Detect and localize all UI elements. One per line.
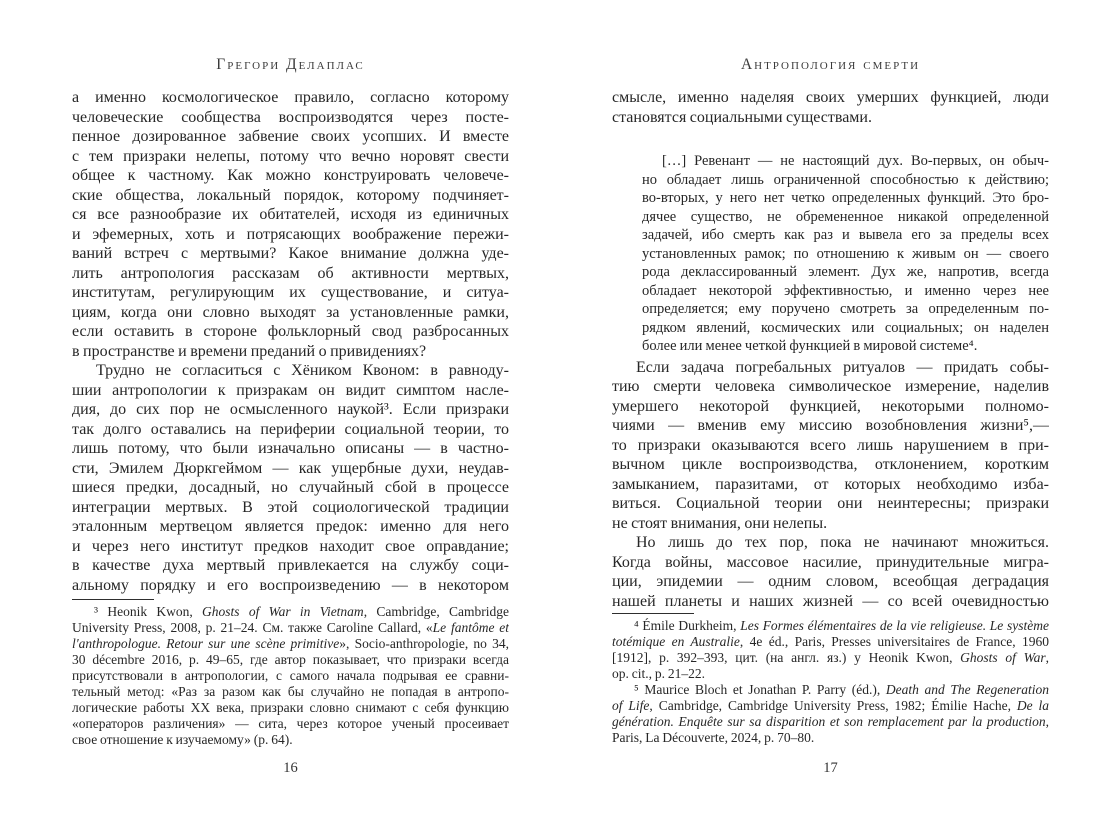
page-body-left xyxy=(72,88,509,595)
page-number-right: 17 xyxy=(823,760,838,776)
text-line: ³ Heonik Kwon, Ghosts of War in Vietnam, Cambridge, Cambridge xyxy=(94,604,509,619)
paragraph xyxy=(612,533,1049,611)
footnote-separator-right xyxy=(612,613,694,614)
text-line: нашей планеты и наших жизней — со всей очевидностью xyxy=(612,592,1049,610)
text-line: эталонным мертвецом является предок: именно для него xyxy=(72,518,509,535)
text-line: то призраки оказываются всего лишь нарушением в при- xyxy=(612,436,1049,454)
text-line: op. cit., p. 21–22. xyxy=(612,666,705,681)
text-line: умершего некоторой функцией, некоторыми полномо- xyxy=(612,397,1049,415)
running-header-right: Антропология смерти xyxy=(740,56,921,73)
page-16 xyxy=(72,0,509,825)
paragraph xyxy=(72,88,509,361)
text-line: виться. Социальной теории они неинтересны; призраки xyxy=(612,495,1049,512)
text-line: общее к частному. Как можно конструировать человече- xyxy=(72,167,509,184)
text-line: ские общества, локальный порядок, которому подчиняет- xyxy=(72,186,509,204)
text-line: ⁴ Émile Durkheim, Les Formes élémentaires de la vie religieuse. Le système xyxy=(634,618,1049,633)
text-line: смысле, именно наделяя своих умерших функцией, люди xyxy=(612,89,1049,106)
text-line: шиеся предки, досадный, но случайный сбой в процессе xyxy=(72,479,509,496)
text-line: в пространстве и времени преданий о привидениях? xyxy=(72,342,427,360)
text-line: более или менее четкой функцией в мировой системе⁴. xyxy=(642,338,978,354)
text-line: ⁵ Maurice Bloch et Jonathan P. Parry (éd.), Death and The Regeneration xyxy=(634,682,1049,697)
text-line: циям, когда они словно выходят за установленные рамки, xyxy=(72,303,509,321)
footnotes-left xyxy=(72,604,509,748)
text-line: если оставить в стороне фольклорный свод разбросанных xyxy=(72,323,509,340)
text-line: так долго оставались на периферии социальной теории, то xyxy=(72,420,509,438)
text-line: институтам, регулирующим их существование, и ситуа- xyxy=(72,284,509,301)
text-line: Когда войны, массовое насилие, принудительные мигра- xyxy=(612,553,1049,571)
footnote xyxy=(72,604,509,748)
text-line: а именно космологическое правило, согласно которому xyxy=(72,89,509,106)
text-line: шии антропологии к призракам он видит симптом насле- xyxy=(72,381,509,399)
text-line: с тем призраки нелепы, потому что вечно норовят свести xyxy=(72,147,509,165)
text-line: Но лишь до тех пор, пока не начинают множиться. xyxy=(636,534,1049,551)
text-line: лишь потому, что были изначально описаны — в частно- xyxy=(72,440,509,457)
text-line: пенное дозированное забвение своих усопших. И вместе xyxy=(72,128,509,145)
text-line: определяется; ему поручено смотреть за определенным по- xyxy=(642,301,1049,317)
text-line: дия, до сих пор не осмысленного наукой³. Если призраки xyxy=(72,401,509,418)
text-line: Paris, La Découverte, 2024, p. 70–80. xyxy=(612,730,815,745)
text-line: тию смерти человека символическое измерение, наделив xyxy=(612,378,1049,395)
paragraph xyxy=(612,358,1049,534)
text-line: l'anthropologue. Retour sur une scène primitive», Socio-anthropologie, no 34, xyxy=(72,636,509,651)
text-line: но обладает лишь ограниченной способностью к действию; xyxy=(642,171,1049,188)
text-line: замыканием, паразитами, от которых необходимо изба- xyxy=(612,475,1049,493)
page-17 xyxy=(612,0,1049,825)
block-quote xyxy=(642,152,1049,356)
text-line: Если задача погребальных ритуалов — придать собы- xyxy=(636,358,1049,376)
text-line: totémique en Australie, 4e éd., Paris, Presses universitaires de France, 1960 xyxy=(612,634,1049,649)
text-line: сти, Эмилем Дюркгеймом — как ущербные духи, неудав- xyxy=(72,459,509,477)
text-line: и эфемерных, хоть и потрясающих воображение пережи- xyxy=(72,225,509,243)
text-line: «операторов различения» — сита, через которое ученый просеивает xyxy=(72,716,509,731)
text-line: не стоят внимания, они нелепы. xyxy=(612,514,828,532)
paragraph xyxy=(72,361,509,595)
text-line: ции, эпидемии — одним словом, всеобщая деградация xyxy=(612,573,1049,590)
text-line: University Press, 2008, p. 21–24. См. также Caroline Callard, «Le fantôme et xyxy=(72,620,509,635)
text-line: дячее существо, не обремененное никакой определенной xyxy=(642,208,1049,225)
page-body-right xyxy=(612,88,1049,611)
text-line: становятся социальными существами. xyxy=(612,108,872,126)
text-line: логические работы XX века, призраки словно снимают с себя функцию xyxy=(72,700,509,715)
text-line: интеграции мертвых. В этой социологической традиции xyxy=(72,498,509,516)
text-line: ся все разнообразие их обитателей, исходя из единичных xyxy=(72,206,509,223)
text-line: в качестве духа мертвый привлекается на службу соци- xyxy=(72,557,509,574)
text-line: чиями — вменив ему миссию возобновления жизни⁵,— xyxy=(612,417,1049,434)
page-number-left: 16 xyxy=(283,760,298,776)
running-header-left: Грегори Делаплас xyxy=(216,56,365,73)
text-line: Трудно не согласиться с Хёником Квоном: в равноду- xyxy=(96,362,509,379)
text-line: лить антропология рассказам об активности мертвых, xyxy=(72,264,509,282)
text-line: установленных рамок; по отношению к живым он — своего xyxy=(642,245,1049,262)
text-line: вычном цикле воспроизводства, отклонением, коротким xyxy=(612,456,1049,473)
text-line: рядком явлений, космических или социальных; он наделен xyxy=(642,319,1049,336)
text-line: тельный метод: «Раз за разом как бы случайно не попадая в антропо- xyxy=(72,684,509,699)
paragraph xyxy=(612,88,1049,127)
text-line: of Life, Cambridge, Cambridge University Press, 1982; Émilie Hache, De la xyxy=(612,698,1049,713)
text-line: [1912], p. 392–393, цит. (на англ. яз.) у Heonik Kwon, Ghosts of War, xyxy=(612,650,1049,665)
text-line: человеческие сообщества воспроизводятся через посте- xyxy=(72,108,509,126)
text-line: обладает некоторой эффективностью, и именно через нее xyxy=(642,282,1049,299)
text-line: ваний встреч с мертвыми? Какое внимание должна уде- xyxy=(72,245,509,262)
footnote-separator-left xyxy=(72,599,154,600)
text-line: […] Ревенант — не настоящий дух. Во-первых, он обыч- xyxy=(662,153,1049,169)
text-line: задачей, ибо смерть как раз и вывела его за пределы всех xyxy=(642,227,1049,243)
footnotes-right xyxy=(612,618,1049,746)
text-line: и через него институт предков находит свое оправдание; xyxy=(72,537,509,555)
text-line: génération. Enquête sur sa disparition et son remplacement par la production, xyxy=(612,714,1049,729)
text-line: во-вторых, у него нет четко определенных функций. Это бро- xyxy=(642,190,1049,206)
footnote xyxy=(612,618,1049,682)
text-line: присутствовали в антропологии, с самого начала подрывая ее сравни- xyxy=(72,668,509,683)
text-line: альному порядку и его воспроизведению — в некотором xyxy=(72,576,509,594)
text-line: 30 décembre 2016, p. 49–65, где автор показывает, что призраки всегда xyxy=(72,652,509,667)
footnote xyxy=(612,682,1049,746)
text-line: свое отношение к изучаемому» (p. 64). xyxy=(72,732,293,747)
text-line: рода деклассированный элемент. Дух же, напротив, всегда xyxy=(642,264,1049,280)
